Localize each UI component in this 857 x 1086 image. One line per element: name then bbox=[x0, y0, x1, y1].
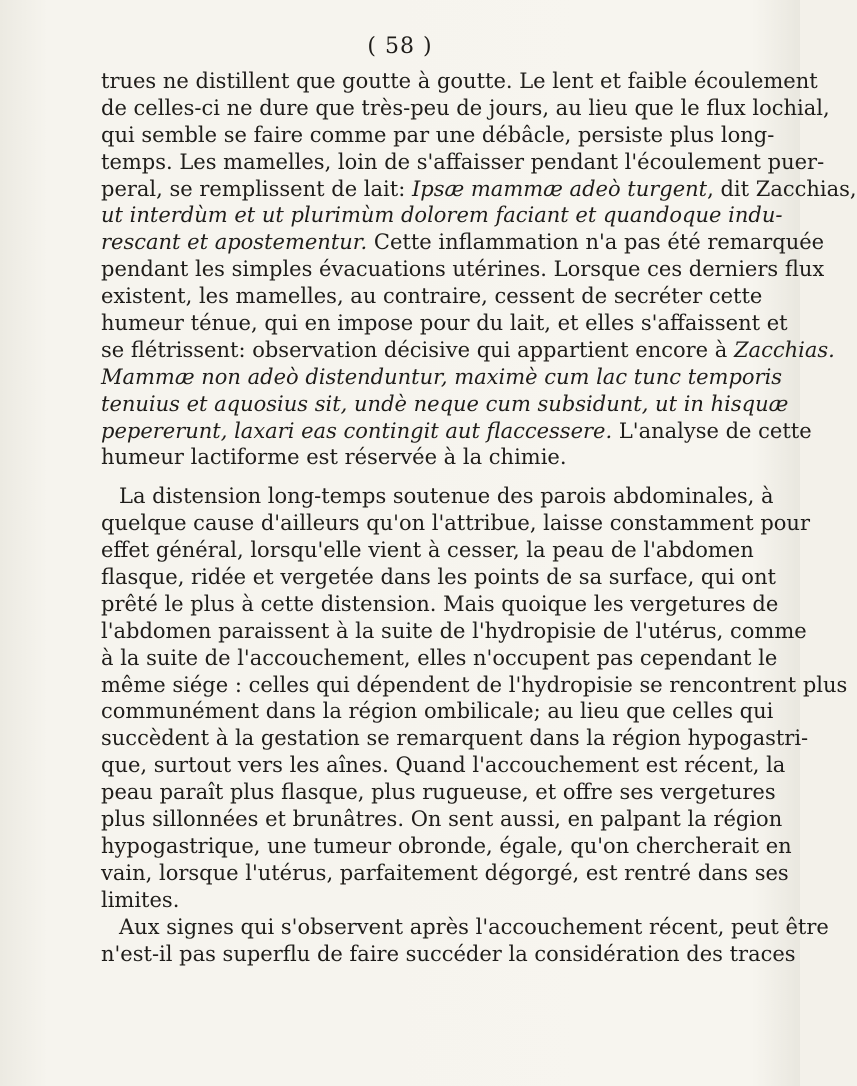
text-line bbox=[101, 391, 789, 418]
text-line bbox=[101, 176, 857, 203]
text-segment: , dit Zacchias, bbox=[707, 176, 857, 201]
text-line bbox=[101, 564, 776, 591]
text-segment: vain, lorsque l'utérus, parfaitement dégorgé, est rentré dans ses bbox=[101, 860, 789, 885]
text-segment: à la suite de l'accouchement, elles n'occupent pas cependant le bbox=[101, 645, 778, 670]
text-line bbox=[101, 310, 788, 337]
text-line bbox=[101, 833, 792, 860]
text-segment: qui semble se faire comme par une débâcle, persiste plus long- bbox=[101, 122, 775, 147]
text-line bbox=[101, 229, 825, 256]
italic-text-segment: Ipsæ mammæ adeò turgent bbox=[411, 176, 708, 201]
italic-text-segment: Zacchias. bbox=[733, 337, 835, 362]
text-line bbox=[101, 418, 812, 445]
text-line bbox=[101, 806, 783, 833]
text-line bbox=[101, 941, 796, 968]
text-segment: flasque, ridée et vergetée dans les points de sa surface, qui ont bbox=[101, 565, 776, 590]
text-segment: même siége : celles qui dépendent de l'hydropisie se rencontrent plus bbox=[101, 672, 848, 697]
text-line bbox=[101, 914, 829, 941]
text-line bbox=[101, 444, 707, 471]
italic-text-segment: rescant et apostementur. bbox=[101, 230, 368, 255]
text-segment: temps. Les mamelles, loin de s'affaisser pendant l'écoulement puer- bbox=[101, 149, 825, 174]
italic-text-segment: pepererunt, laxari eas contingit aut flaccessere. bbox=[101, 418, 613, 443]
text-line bbox=[101, 698, 774, 725]
text-segment: L'analyse de cette bbox=[612, 418, 812, 443]
text-line bbox=[101, 149, 825, 176]
text-line bbox=[101, 364, 783, 391]
text-segment: effet général, lorsqu'elle vient à cesser, la peau de l'abdomen bbox=[101, 538, 754, 563]
text-line bbox=[101, 483, 774, 510]
text-segment: que, surtout vers les aînes. Quand l'accouchement est récent, la bbox=[101, 753, 786, 778]
text-segment: peau paraît plus flasque, plus rugueuse, et offre ses vergetures bbox=[101, 780, 776, 805]
text-segment: prêté le plus à cette distension. Mais quoique les vergetures de bbox=[101, 591, 779, 616]
text-segment: existent, les mamelles, au contraire, cessent de secréter cette bbox=[101, 284, 763, 309]
text-line bbox=[101, 95, 830, 122]
text-line bbox=[101, 537, 754, 564]
text-line bbox=[101, 725, 809, 752]
text-segment: Aux signes qui s'observent après l'accouchement récent, peut être bbox=[119, 914, 829, 939]
text-segment: succèdent à la gestation se remarquent dans la région hypogastri- bbox=[101, 726, 809, 751]
text-segment: plus sillonnées et brunâtres. On sent aussi, en palpant la région bbox=[101, 807, 783, 832]
text-line bbox=[101, 779, 776, 806]
text-segment: pendant les simples évacuations utérines. Lorsque ces derniers flux bbox=[101, 257, 825, 282]
text-segment: limites. bbox=[101, 887, 180, 912]
text-segment: humeur ténue, qui en impose pour du lait, et elles s'affaissent et bbox=[101, 311, 788, 336]
text-segment: hypogastrique, une tumeur obronde, égale, qu'on chercherait en bbox=[101, 833, 792, 858]
text-line bbox=[101, 645, 778, 672]
italic-text-segment: tenuius et aquosius sit, undè neque cum subsidunt, ut in hisquæ bbox=[101, 391, 789, 416]
text-line bbox=[101, 860, 789, 887]
text-line bbox=[101, 510, 810, 537]
text-segment: Cette inflammation n'a pas été remarquée bbox=[367, 230, 825, 255]
text-segment: l'abdomen paraissent à la suite de l'hydropisie de l'utérus, comme bbox=[101, 618, 807, 643]
text-line bbox=[101, 202, 783, 229]
text-line bbox=[101, 283, 763, 310]
text-line bbox=[101, 672, 848, 699]
text-segment: de celles-ci ne dure que très-peu de jours, au lieu que le flux lochial, bbox=[101, 95, 830, 120]
text-segment: communément dans la région ombilicale; au lieu que celles qui bbox=[101, 699, 774, 724]
italic-text-segment: ut interdùm et ut plurimùm dolorem faciant et quandoque indu- bbox=[101, 203, 783, 228]
text-segment: trues ne distillent que goutte à goutte. Le lent et faible écoulement bbox=[101, 69, 818, 93]
text-line bbox=[101, 122, 775, 149]
text-line bbox=[101, 337, 835, 364]
text-segment: La distension long-temps soutenue des parois abdominales, à bbox=[119, 484, 774, 509]
italic-text-segment: Mammæ non adeò distenduntur, maximè cum lac tunc temporis bbox=[101, 364, 783, 389]
body-text bbox=[101, 68, 857, 967]
page-number: ( 58 ) bbox=[367, 34, 433, 59]
text-segment: quelque cause d'ailleurs qu'on l'attribue, laisse constamment pour bbox=[101, 511, 810, 536]
text-line bbox=[101, 752, 786, 779]
text-segment: n'est-il pas superflu de faire succéder la considération des traces bbox=[101, 941, 796, 966]
text-segment: humeur lactiforme est réservée à la chimie. bbox=[101, 445, 567, 470]
text-line bbox=[101, 68, 818, 95]
text-line bbox=[101, 887, 707, 914]
text-line bbox=[101, 256, 825, 283]
text-line bbox=[101, 618, 807, 645]
text-segment: se flétrissent: observation décisive qui appartient encore à bbox=[101, 337, 734, 362]
text-line bbox=[101, 591, 779, 618]
text-segment: peral, se remplissent de lait: bbox=[101, 176, 412, 201]
